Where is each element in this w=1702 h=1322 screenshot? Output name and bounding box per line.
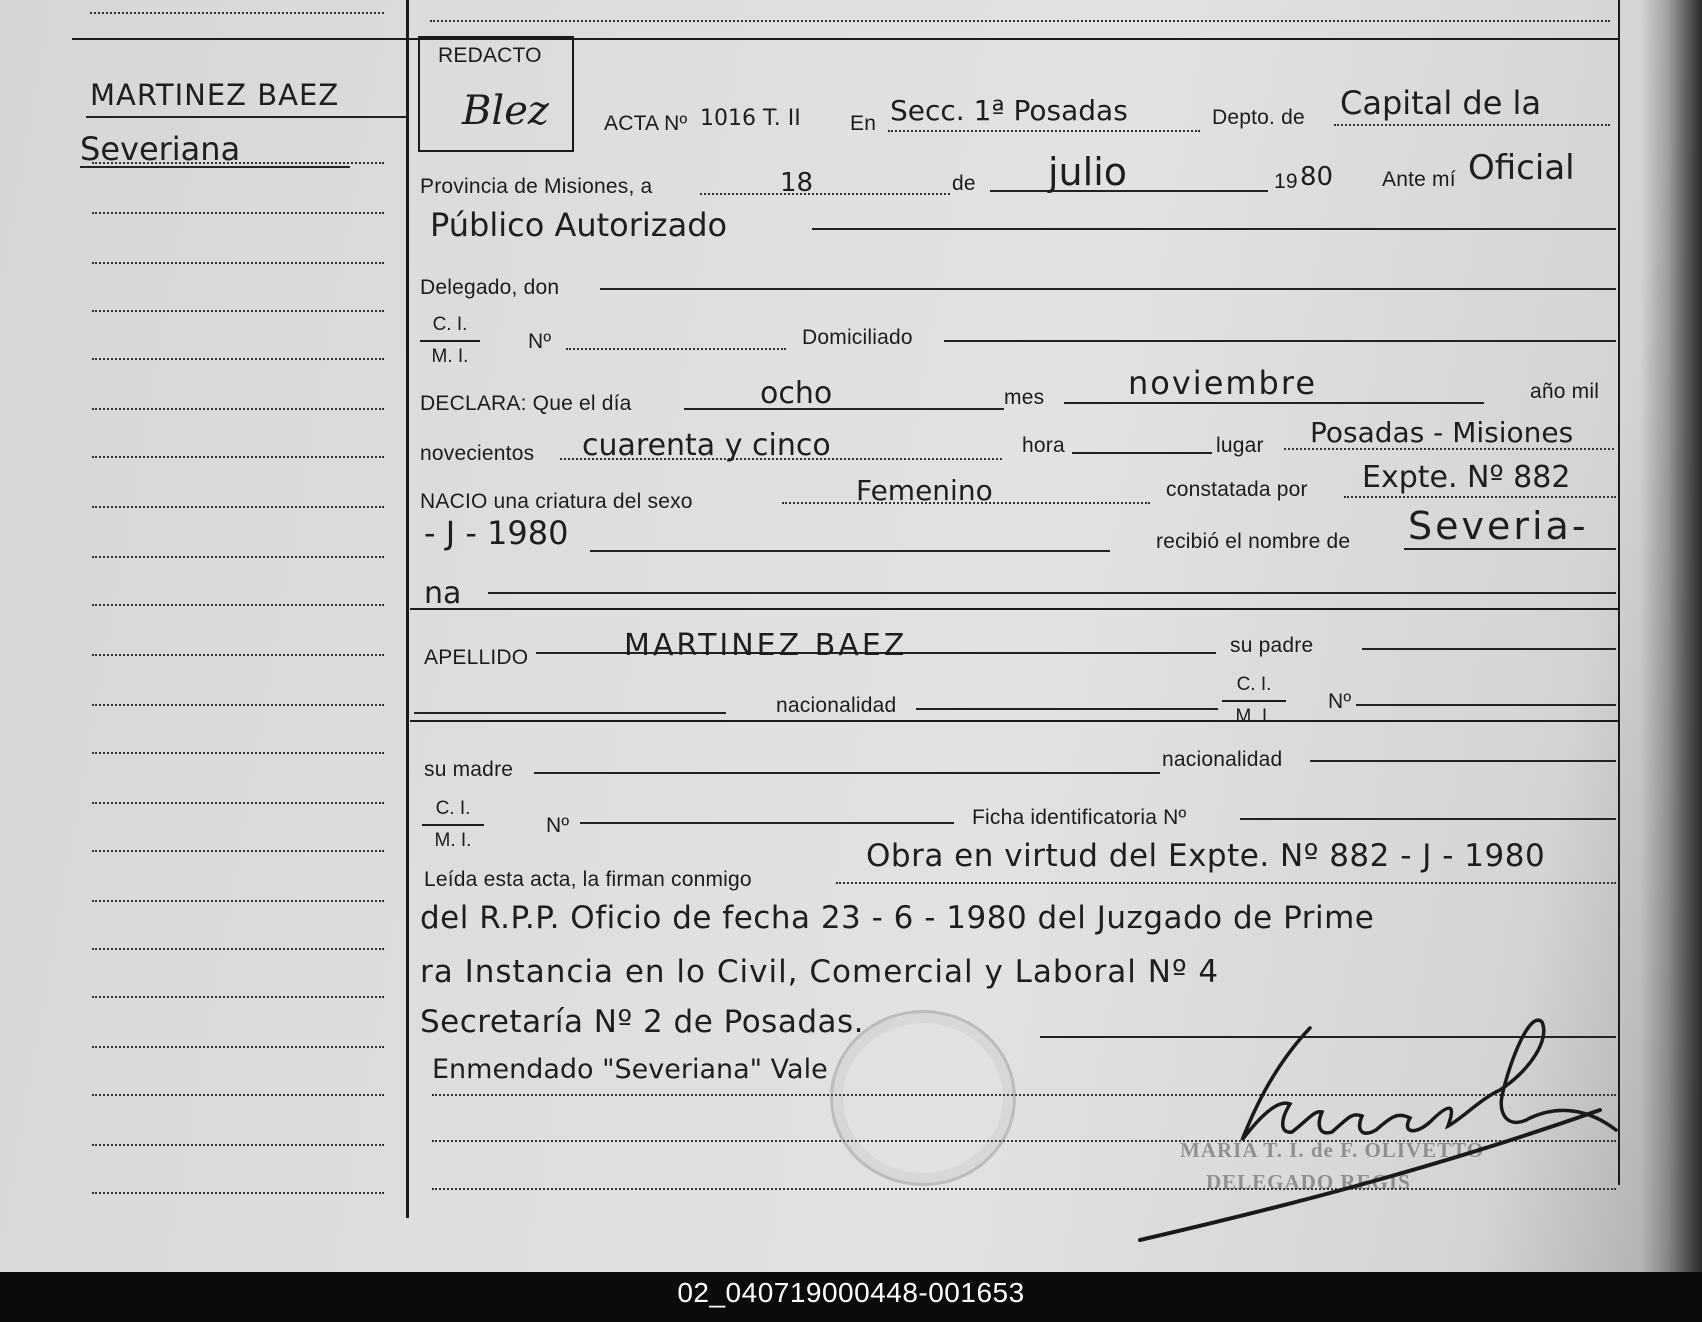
depto-line [1334, 124, 1610, 126]
ci-mi-fraction-2 [1222, 670, 1286, 732]
margin-line [92, 900, 384, 902]
margin-line [92, 358, 384, 360]
margin-line [92, 310, 384, 312]
novecientos-label: novecientos [420, 442, 535, 465]
notes-line-1 [836, 882, 1616, 884]
notes-line-3-text: ra Instancia en lo Civil, Comercial y Laboral Nº 4 [420, 954, 1220, 990]
section-rule-2 [410, 720, 1620, 722]
provincia-label: Provincia de Misiones, a [420, 175, 653, 198]
padre-ci-line [1356, 704, 1616, 706]
notes-line-2-text: del R.P.P. Oficio de fecha 23 - 6 - 1980 del Juzgado de Prime [420, 900, 1375, 936]
margin-line [92, 996, 384, 998]
padre-nacionalidad-line [916, 708, 1218, 710]
margin-line [92, 1046, 384, 1048]
acta-number: 1016 T. II [700, 106, 801, 131]
year-prefix: 19 [1274, 170, 1298, 193]
birth-day-line [684, 408, 1004, 410]
madre-nacionalidad-line [1310, 760, 1616, 762]
margin-line [92, 704, 384, 706]
margin-line [92, 408, 384, 410]
margin-surname: MARTINEZ BAEZ [90, 78, 340, 112]
recibio-label: recibió el nombre de [1156, 530, 1351, 553]
day-line [700, 193, 950, 195]
acta-label: ACTA Nº [604, 112, 688, 135]
ante-continuation-line [812, 228, 1616, 230]
top-dotted-right [430, 20, 1610, 22]
constatada-value: Expte. Nº 882 [1362, 460, 1571, 495]
hora-label: hora [1022, 434, 1065, 457]
official-signature [1130, 1000, 1650, 1250]
no-label-2: Nº [1328, 690, 1352, 713]
official-name-stamp: MARIA T. I. de F. OLIVETTO [1180, 1138, 1485, 1162]
nacio-label: NACIO una criatura del sexo [420, 490, 693, 513]
ficha-label: Ficha identificatoria Nº [972, 806, 1187, 829]
padre-line [1362, 648, 1616, 650]
ci-label: C. I. [422, 794, 484, 826]
ante-value: Oficial [1468, 148, 1575, 188]
day-value: 18 [780, 168, 814, 198]
madre-line [534, 772, 1160, 774]
no-label-1: Nº [528, 330, 552, 353]
mes-label: mes [1004, 386, 1045, 409]
apellido-value: MARTINEZ BAEZ [624, 628, 908, 663]
margin-line [92, 654, 384, 656]
domiciliado-line [944, 340, 1616, 342]
lugar-value: Posadas - Misiones [1310, 416, 1574, 449]
nacionalidad-label-padre: nacionalidad [776, 694, 897, 717]
top-dotted-left [90, 12, 384, 14]
constatada-label: constatada por [1166, 478, 1308, 501]
nombre-line [1404, 548, 1616, 550]
official-round-stamp [830, 1010, 1016, 1186]
seccion-line [888, 130, 1200, 132]
leida-label: Leída esta acta, la firman conmigo [424, 868, 752, 891]
ante-label: Ante mí [1382, 168, 1456, 191]
constatada-value-2: - J - 1980 [424, 514, 569, 552]
margin-line [92, 262, 384, 264]
ci-label: C. I. [420, 310, 480, 342]
constatada-continuation-line [590, 550, 1110, 552]
delegado-label: Delegado, don [420, 276, 560, 299]
margin-line [92, 556, 384, 558]
mi-label: M. I. [434, 830, 472, 851]
notes-line-4-text: Secretaría Nº 2 de Posadas. [420, 1004, 865, 1040]
ci-number-line [566, 348, 786, 350]
margin-surname-underline [86, 116, 406, 118]
no-label-3: Nº [546, 814, 570, 837]
column-divider [406, 0, 409, 1218]
margin-line [92, 604, 384, 606]
nacionalidad-label-madre: nacionalidad [1162, 748, 1283, 771]
apellido-label: APELLIDO [424, 646, 529, 669]
margin-line [92, 1094, 384, 1096]
margin-line [92, 212, 384, 214]
sexo-value: Femenino [856, 474, 993, 507]
depto-label: Depto. de [1212, 106, 1305, 129]
lugar-label: lugar [1216, 434, 1264, 457]
month-value: julio [1048, 150, 1128, 194]
notes-line-1-text: Obra en virtud del Expte. Nº 882 - J - 1980 [866, 838, 1546, 874]
depto-value: Capital de la [1340, 84, 1542, 122]
ci-mi-fraction-1 [420, 310, 480, 372]
delegado-line [600, 288, 1616, 290]
en-label: En [850, 112, 877, 135]
seccion-value: Secc. 1ª Posadas [890, 94, 1128, 127]
anio-label: año mil [1530, 380, 1600, 403]
margin-line [92, 506, 384, 508]
document-code: 02_040719000448-001653 [677, 1277, 1025, 1308]
madre-ci-line [580, 822, 954, 824]
top-rule [72, 38, 1620, 40]
margin-line [92, 752, 384, 754]
margin-line [92, 1192, 384, 1194]
padre-label: su padre [1230, 634, 1314, 657]
hora-line [1072, 452, 1212, 454]
margin-line [92, 850, 384, 852]
constatada-line [1344, 496, 1616, 498]
month-line [990, 190, 1268, 192]
margin-line [92, 802, 384, 804]
ficha-line [1240, 818, 1616, 820]
birth-day-value: ocho [760, 376, 833, 411]
declara-label: DECLARA: Que el día [420, 392, 632, 415]
margin-given-name: Severiana [80, 130, 241, 168]
official-title-stamp: DELEGADO REGIS [1206, 1170, 1411, 1194]
notes-line-5-text: Enmendado "Severiana" Vale [432, 1054, 828, 1085]
madre-label: su madre [424, 758, 514, 781]
nombre-continuation-line [488, 592, 1616, 594]
nombre-value-2: na [424, 576, 462, 611]
birth-month-line [1064, 402, 1484, 404]
year-suffix: 80 [1300, 162, 1334, 192]
ci-label: C. I. [1222, 670, 1286, 702]
redacto-initials: Blez [462, 88, 549, 134]
birth-month-value: noviembre [1128, 364, 1317, 402]
mi-label: M. I. [431, 346, 469, 367]
ci-mi-fraction-3 [422, 794, 484, 856]
domiciliado-label: Domiciliado [802, 326, 913, 349]
mi-label: M. I. [1235, 706, 1273, 727]
redacto-label: REDACTO [438, 44, 542, 67]
ante-value-2: Público Autorizado [430, 206, 728, 244]
padre-continuation-line [414, 712, 726, 714]
birth-year-value: cuarenta y cinco [582, 428, 831, 463]
margin-line [92, 948, 384, 950]
margin-line [92, 1144, 384, 1146]
section-rule-1 [410, 608, 1620, 610]
margin-line [92, 456, 384, 458]
nombre-value: Severia- [1408, 504, 1589, 548]
de-label: de [952, 172, 976, 195]
